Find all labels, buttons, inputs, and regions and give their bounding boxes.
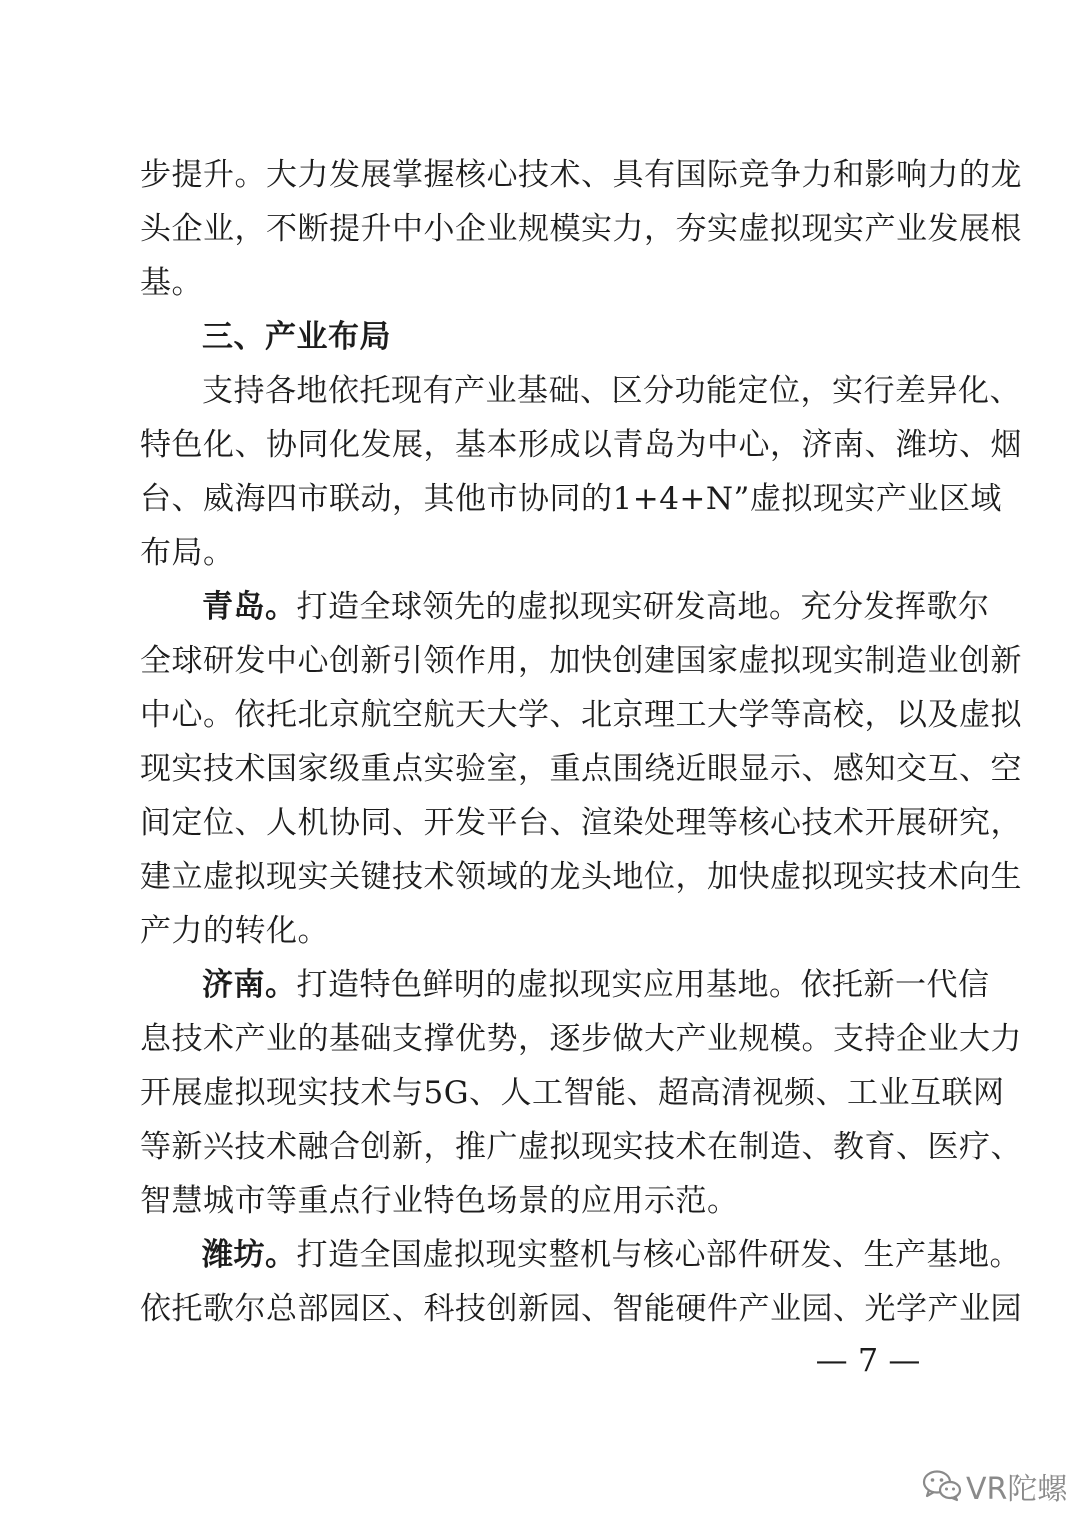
text-line: 现实技术国家级重点实验室，重点围绕近眼显示、感知交互、空 — [140, 751, 1022, 787]
city-lead-weifang: 潍坊。 — [202, 1237, 297, 1273]
watermark-text: VR陀螺 — [966, 1472, 1068, 1507]
text-line: 布局。 — [140, 535, 235, 571]
text-line: 全球研发中心创新引领作用，加快创建国家虚拟现实制造业创新 — [140, 643, 1022, 679]
text-line: 支持各地依托现有产业基础、区分功能定位，实行差异化、 — [202, 373, 1021, 409]
text-line: 智慧城市等重点行业特色场景的应用示范。 — [140, 1183, 739, 1219]
paragraph-weifang — [140, 1228, 1022, 1336]
text-line: 开展虚拟现实技术与5G、人工智能、超高清视频、工业互联网 — [140, 1075, 1005, 1111]
text-line: 步提升。大力发展掌握核心技术、具有国际竞争力和影响力的龙 — [140, 157, 1022, 193]
wechat-icon — [922, 1469, 962, 1503]
paragraph-continuation — [140, 148, 1022, 310]
text-line: 基。 — [140, 265, 203, 301]
document-body — [140, 148, 1022, 1336]
text-line: 特色化、协同化发展，基本形成以青岛为中心，济南、潍坊、烟 — [140, 427, 1022, 463]
text-line: 产力的转化。 — [140, 913, 329, 949]
page-number: — 7 — — [815, 1341, 921, 1379]
text-line: 息技术产业的基础支撑优势，逐步做大产业规模。支持企业大力 — [140, 1021, 1022, 1057]
paragraph-jinan — [140, 958, 1022, 1228]
text-line: 中心。依托北京航空航天大学、北京理工大学等高校，以及虚拟 — [140, 697, 1022, 733]
text-line: 头企业，不断提升中小企业规模实力，夯实虚拟现实产业发展根 — [140, 211, 1022, 247]
text-line — [140, 1228, 1021, 1282]
text-span: 打造特色鲜明的虚拟现实应用基地。依托新一代信 — [296, 967, 990, 1003]
text-line: 间定位、人机协同、开发平台、渲染处理等核心技术开展研究， — [140, 805, 1022, 841]
paragraph-industry-layout — [140, 364, 1022, 580]
city-lead-qingdao: 青岛。 — [202, 589, 297, 625]
text-line — [140, 958, 990, 1012]
text-span: 打造全球领先的虚拟现实研发高地。充分发挥歌尔 — [296, 589, 990, 625]
text-line: 建立虚拟现实关键技术领域的龙头地位，加快虚拟现实技术向生 — [140, 859, 1022, 895]
text-span: 打造全国虚拟现实整机与核心部件研发、生产基地。 — [296, 1237, 1021, 1273]
paragraph-qingdao — [140, 580, 1022, 958]
section-heading: 三、产业布局 — [202, 319, 391, 355]
text-line: 台、威海四市联动，其他市协同的1+4+N”虚拟现实产业区域 — [140, 481, 1002, 517]
city-lead-jinan: 济南。 — [202, 967, 297, 1003]
text-line: 等新兴技术融合创新，推广虚拟现实技术在制造、教育、医疗、 — [140, 1129, 1022, 1165]
text-line — [140, 580, 990, 634]
text-line: 依托歌尔总部园区、科技创新园、智能硬件产业园、光学产业园 — [140, 1291, 1022, 1327]
watermark — [922, 1466, 1067, 1506]
